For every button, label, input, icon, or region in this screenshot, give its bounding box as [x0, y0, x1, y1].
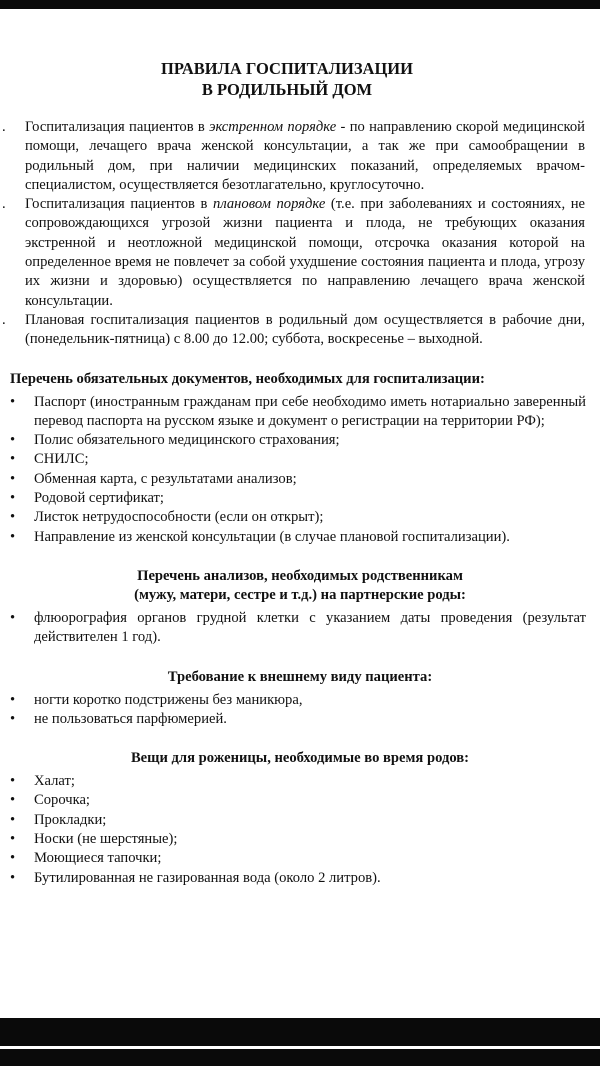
- bullet-icon: •: [10, 451, 16, 468]
- tests-heading: [0, 567, 600, 605]
- list-item-text: Прокладки;: [34, 811, 107, 828]
- list-item: [10, 431, 586, 450]
- list-item-text: Паспорт (иностранным гражданам при себе необходимо иметь нотариально заверенный перевод паспорта на русском языке и документ о регистрации на территории РФ);: [34, 393, 586, 429]
- bullet-icon: •: [10, 490, 16, 507]
- bullet-icon: •: [10, 811, 16, 828]
- bullet-icon: •: [10, 792, 16, 809]
- list-item-text: Родовой сертификат;: [34, 490, 164, 507]
- bullet-icon: •: [10, 609, 16, 626]
- list-item: [10, 609, 586, 648]
- list-item: [10, 710, 586, 729]
- document-title: [52, 58, 522, 100]
- rule-text-after: - по направлению скорой медицинской помощи, лечащего врача женской консультации, а так же при самообращении в родильный дом, при наличии медицинских показаний, определяемых врачом-специалистом, осуществляется безотлагательно, круглосуточно.: [25, 119, 585, 193]
- bullet-icon: •: [10, 850, 16, 867]
- bottom-divider-line: [0, 1046, 600, 1049]
- rule-emphasis: плановом порядке: [213, 196, 326, 213]
- bullet-icon: •: [10, 869, 16, 886]
- title-line-2: В РОДИЛЬНЫЙ ДОМ: [201, 80, 373, 99]
- rule-text-after: (т.е. при заболеваниях и состояниях, не сопровождающихся угрозой жизни пациента и плода, не требующих оказания экстренной и неотложной медицинской помощи, отсрочка оказания которой на определенное время не повлечет за собой ухудшение состояния пациента и плода, угрозу их жизни и здоровью) осуществляется по направлению лечащего врача женской консультации.: [25, 196, 585, 309]
- list-item: [10, 830, 586, 849]
- list-item: [10, 772, 586, 791]
- rule-paragraph-3: [2, 311, 585, 350]
- bottom-black-bar: [0, 1018, 600, 1066]
- rule-text-before: Госпитализация пациентов в: [25, 196, 214, 213]
- list-item: [10, 849, 586, 868]
- bullet-icon: •: [10, 710, 16, 727]
- title-line-1: ПРАВИЛА ГОСПИТАЛИЗАЦИИ: [161, 59, 413, 78]
- list-item-text: Сорочка;: [34, 792, 90, 809]
- list-item: [10, 489, 586, 508]
- documents-heading: Перечень обязательных документов, необходимых для госпитализации:: [10, 370, 485, 387]
- bullet-icon: •: [10, 831, 16, 848]
- list-item-text: ногти коротко подстрижены без маникюра,: [34, 691, 303, 708]
- bullet-icon: •: [10, 509, 16, 526]
- tests-heading-line-1: Перечень анализов, необходимых родственникам: [137, 567, 463, 584]
- rule-marker: .: [2, 196, 6, 213]
- bullet-icon: •: [10, 691, 16, 708]
- tests-list: [0, 609, 600, 648]
- rule-paragraph-1: [2, 118, 585, 195]
- rule-paragraph-2: [2, 195, 585, 311]
- rule-marker: .: [2, 311, 6, 328]
- bullet-icon: •: [10, 393, 16, 410]
- document-page: [0, 58, 600, 888]
- list-item-text: Носки (не шерстяные);: [34, 831, 178, 848]
- list-item: [10, 508, 586, 527]
- rule-text-before: Плановая госпитализация пациентов в родильный дом осуществляется в рабочие дни, (понедельник-пятница) с 8.00 до 12.00; суббота, воскресенье – выходной.: [25, 311, 585, 348]
- list-item-text: не пользоваться парфюмерией.: [34, 710, 227, 727]
- list-item: [10, 393, 586, 432]
- list-item-text: Листок нетрудоспособности (если он открыт);: [34, 509, 324, 526]
- list-item-text: СНИЛС;: [34, 451, 89, 468]
- documents-list: [0, 393, 600, 547]
- list-item-text: Обменная карта, с результатами анализов;: [34, 470, 297, 487]
- bullet-icon: •: [10, 470, 16, 487]
- appearance-list: [0, 691, 600, 730]
- list-item-text: флюорография органов грудной клетки с указанием даты проведения (результат действителен 1 год).: [34, 609, 586, 646]
- list-item-text: Халат;: [34, 773, 75, 790]
- rule-marker: .: [2, 119, 6, 135]
- list-item: [10, 811, 586, 830]
- rule-text-before: Госпитализация пациентов в: [25, 119, 210, 135]
- list-item-text: Направление из женской консультации (в случае плановой госпитализации).: [34, 528, 510, 545]
- items-list: [0, 772, 600, 888]
- tests-heading-line-2: (мужу, матери, сестре и т.д.) на партнерские роды:: [134, 586, 466, 603]
- list-item: [10, 791, 586, 810]
- rule-emphasis: экстренном порядке: [209, 119, 337, 135]
- appearance-heading: Требование к внешнему виду пациента:: [167, 668, 433, 685]
- list-item: [10, 691, 586, 710]
- list-item: [10, 470, 586, 489]
- bullet-icon: •: [10, 432, 16, 449]
- list-item: [10, 528, 586, 547]
- list-item-text: Полис обязательного медицинского страхования;: [34, 432, 340, 449]
- bullet-icon: •: [10, 773, 16, 790]
- list-item-text: Моющиеся тапочки;: [34, 850, 162, 867]
- list-item: [10, 869, 586, 888]
- top-black-bar: [0, 0, 600, 9]
- bullet-icon: •: [10, 528, 16, 545]
- list-item-text: Бутилированная не газированная вода (около 2 литров).: [34, 869, 381, 886]
- list-item: [10, 450, 586, 469]
- items-heading: Вещи для роженицы, необходимые во время родов:: [130, 750, 470, 767]
